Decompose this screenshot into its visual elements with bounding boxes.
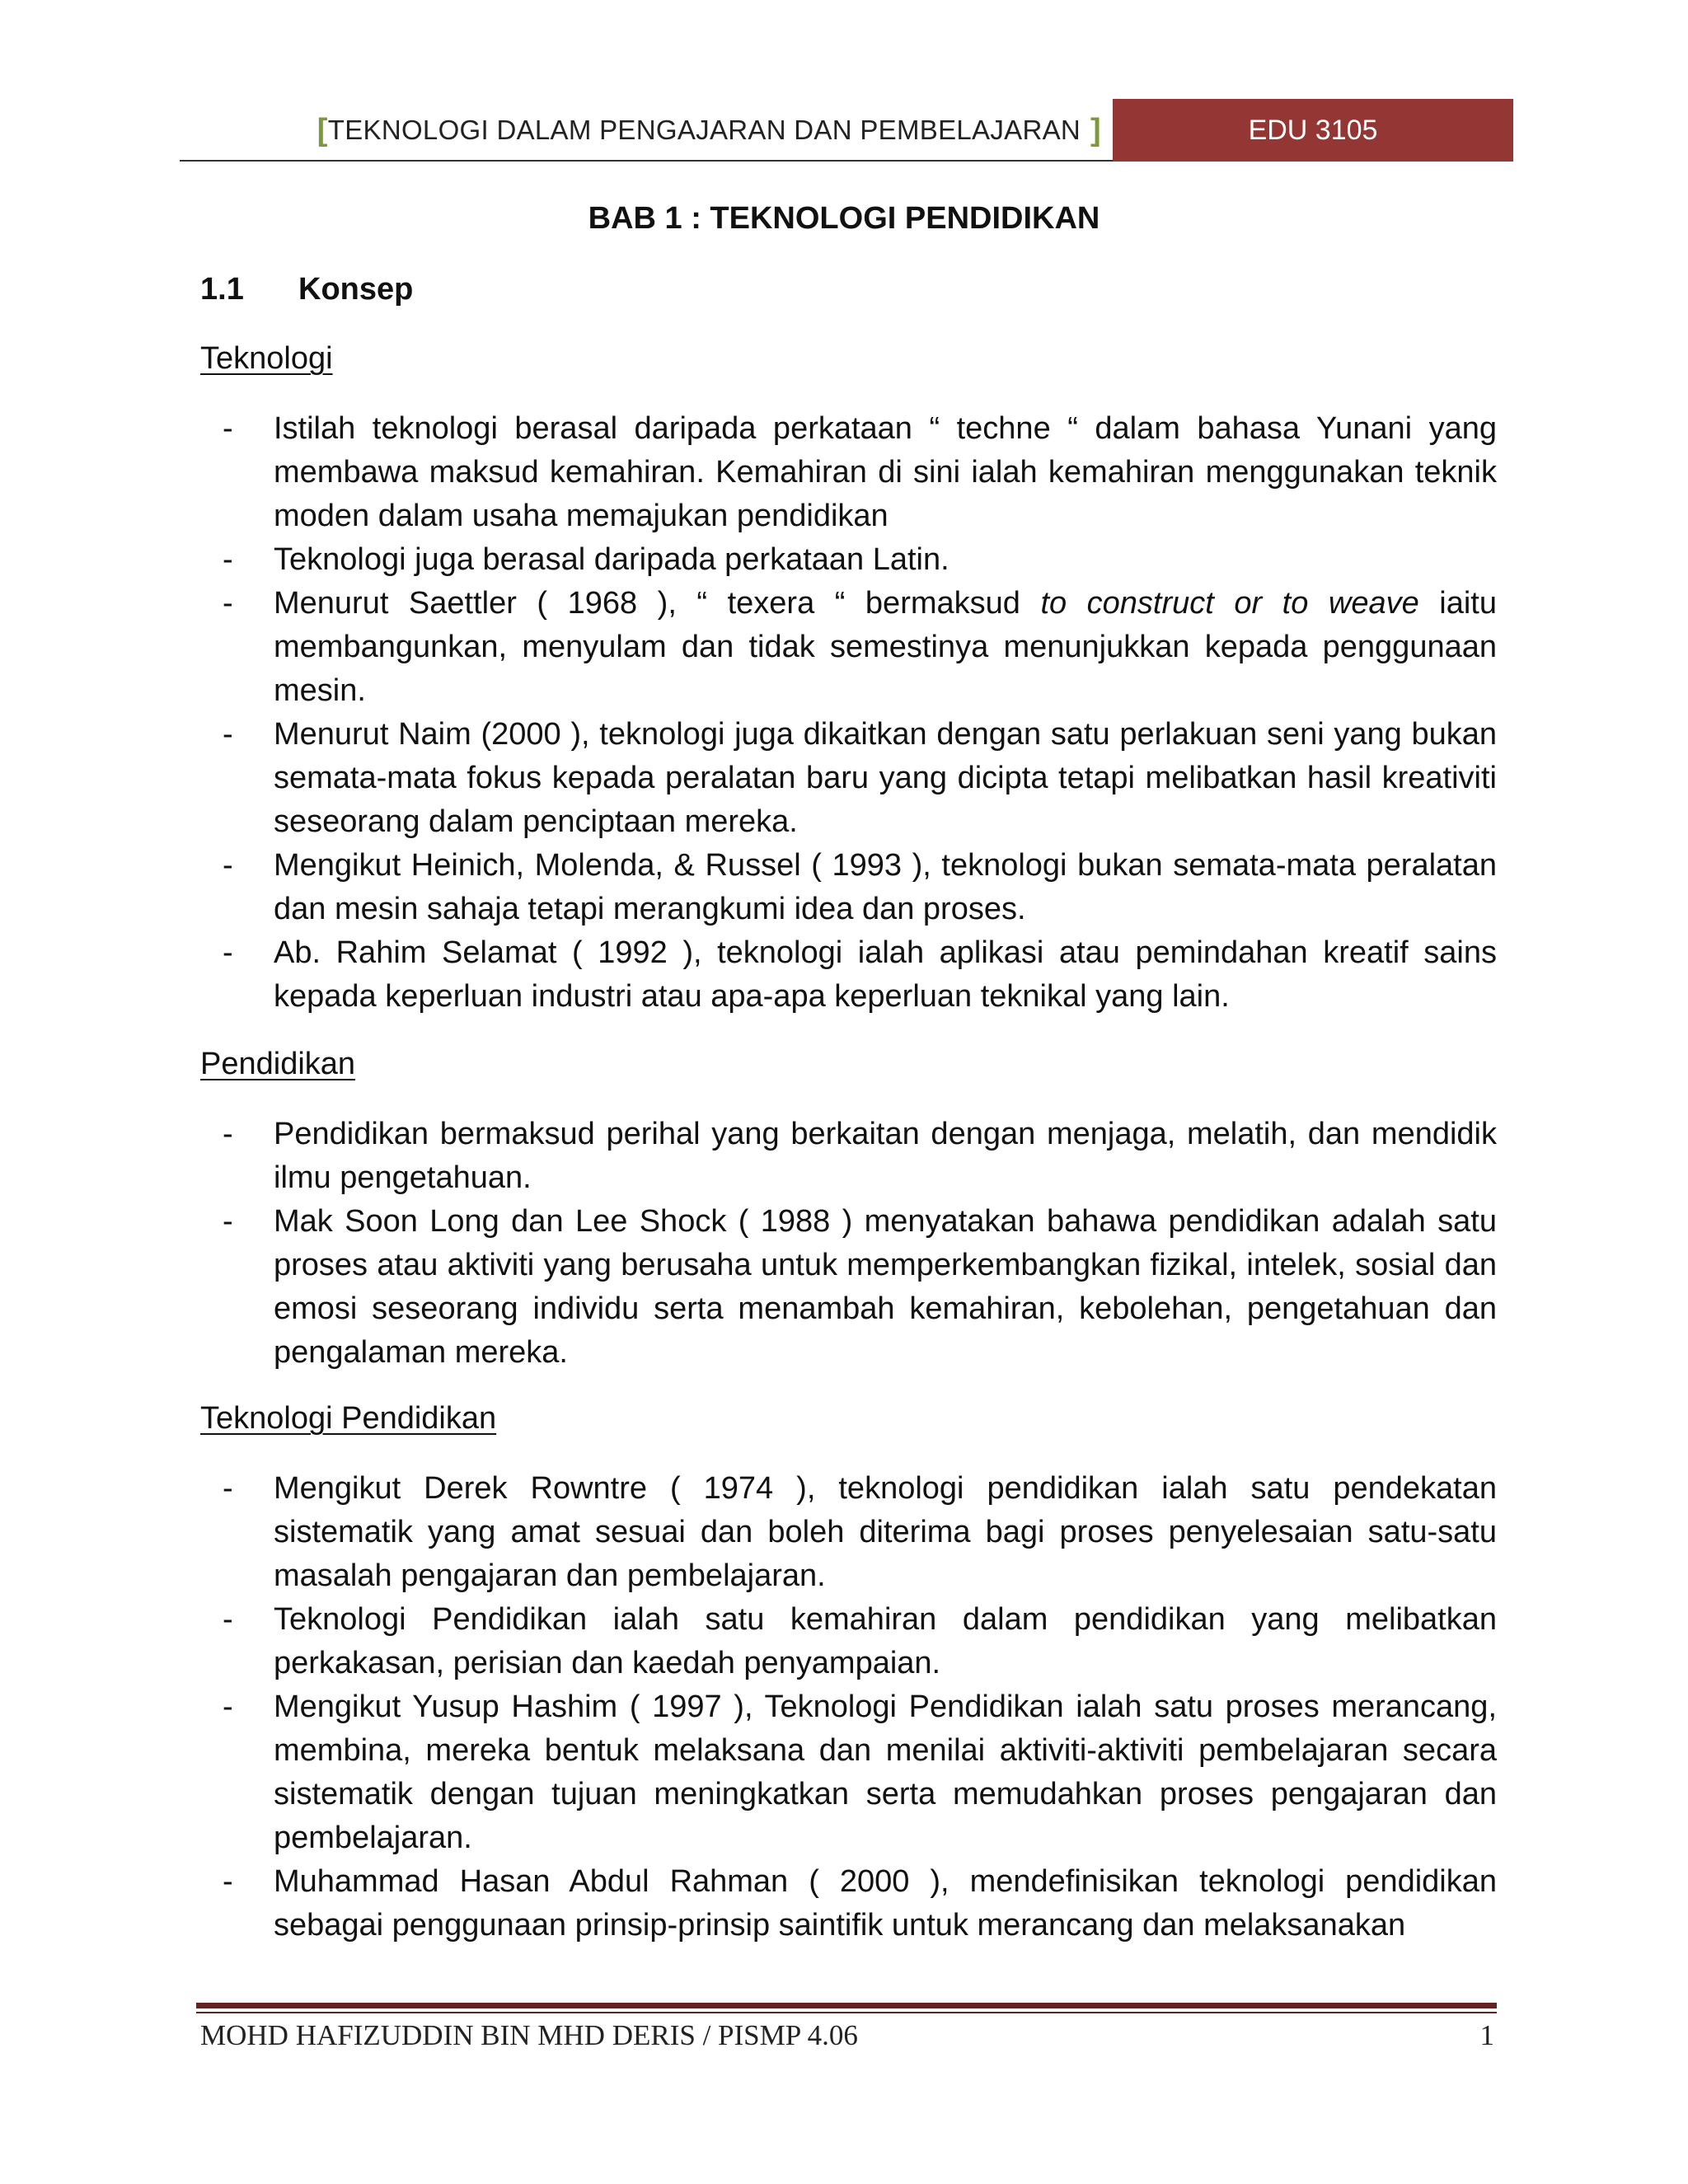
section-title: Konsep bbox=[298, 272, 414, 307]
page-number: 1 bbox=[1479, 2019, 1494, 2051]
list-item: - Teknologi Pendidikan ialah satu kemahiran dalam pendidikan yang melibatkan perkakasan, perisian dan kaedah penyampaian. bbox=[223, 1598, 1497, 1685]
header-course-code: EDU 3105 bbox=[1113, 99, 1513, 162]
subheading-teknologi-pendidikan: Teknologi Pendidikan bbox=[200, 1401, 497, 1436]
header-title: TEKNOLOGI DALAM PENGAJARAN DAN PEMBELAJARAN bbox=[327, 115, 1081, 145]
list-teknologi bbox=[223, 407, 1497, 1019]
header-bracket-close: ] bbox=[1090, 112, 1101, 148]
list-item: - Pendidikan bermaksud perihal yang berkaitan dengan menjaga, melatih, dan mendidik ilmu pengetahuan. bbox=[223, 1113, 1497, 1200]
list-pendidikan bbox=[223, 1113, 1497, 1375]
page-header bbox=[180, 99, 1513, 162]
list-item: - Muhammad Hasan Abdul Rahman ( 2000 ), mendefinisikan teknologi pendidikan sebagai penggunaan prinsip-prinsip saintifik untuk merancang dan melaksanakan bbox=[223, 1860, 1497, 1947]
header-divider bbox=[180, 160, 1113, 162]
footer-divider-thin bbox=[196, 2012, 1497, 2013]
list-dash: - bbox=[223, 935, 233, 970]
list-item: - Mengikut Derek Rowntre ( 1974 ), teknologi pendidikan ialah satu pendekatan sistematik yang amat sesuai dan boleh diterima bagi proses penyelesaian satu-satu masalah pengajaran dan pembelajaran. bbox=[223, 1467, 1497, 1598]
footer-divider-thick bbox=[196, 2003, 1497, 2008]
list-dash: - bbox=[223, 1117, 233, 1151]
list-item: - Mak Soon Long dan Lee Shock ( 1988 ) menyatakan bahawa pendidikan adalah satu proses atau aktiviti yang berusaha untuk memperkembangkan fizikal, intelek, sosial dan emosi seseorang individu serta menambah kemahiran, kebolehan, pengetahuan dan pengalaman mereka. bbox=[223, 1200, 1497, 1375]
list-dash: - bbox=[223, 1602, 233, 1637]
list-dash: - bbox=[223, 586, 233, 621]
italic-phrase: to construct or to weave bbox=[1040, 586, 1419, 621]
list-item: - Menurut Naim (2000 ), teknologi juga dikaitkan dengan satu perlakuan seni yang bukan semata-mata fokus kepada peralatan baru yang dicipta tetapi melibatkan hasil kreativiti seseorang dalam penciptaan mereka. bbox=[223, 713, 1497, 844]
list-dash: - bbox=[223, 848, 233, 883]
list-dash: - bbox=[223, 542, 233, 577]
list-item: - Mengikut Yusup Hashim ( 1997 ), Teknologi Pendidikan ialah satu proses merancang, membina, mereka bentuk melaksana dan menilai aktiviti-aktiviti pembelajaran secara sistematik dengan tujuan meningkatkan serta memudahkan proses pengajaran dan pembelajaran. bbox=[223, 1685, 1497, 1860]
section-number: 1.1 bbox=[200, 272, 244, 307]
list-dash: - bbox=[223, 717, 233, 752]
list-item: - Mengikut Heinich, Molenda, & Russel ( 1993 ), teknologi bukan semata-mata peralatan dan mesin sahaja tetapi merangkumi idea dan proses. bbox=[223, 844, 1497, 931]
chapter-title: BAB 1 : TEKNOLOGI PENDIDIKAN bbox=[588, 201, 1100, 236]
list-dash: - bbox=[223, 1690, 233, 1724]
list-dash: - bbox=[223, 1864, 233, 1899]
list-item: - Teknologi juga berasal daripada perkataan Latin. bbox=[223, 538, 1497, 582]
list-item: - Istilah teknologi berasal daripada perkataan “ techne “ dalam bahasa Yunani yang membawa maksud kemahiran. Kemahiran di sini ialah kemahiran menggunakan teknik moden dalam usaha memajukan pendidikan bbox=[223, 407, 1497, 538]
list-teknologi-pendidikan bbox=[223, 1467, 1497, 1947]
header-course-title bbox=[180, 99, 1113, 162]
subheading-teknologi: Teknologi bbox=[200, 341, 333, 376]
subheading-pendidikan: Pendidikan bbox=[200, 1047, 356, 1081]
list-dash: - bbox=[223, 1471, 233, 1506]
list-dash: - bbox=[223, 1204, 233, 1239]
list-dash: - bbox=[223, 411, 233, 446]
footer-author: MOHD HAFIZUDDIN BIN MHD DERIS / PISMP 4.06 bbox=[200, 2019, 858, 2051]
list-item: - Ab. Rahim Selamat ( 1992 ), teknologi ialah aplikasi atau pemindahan kreatif sains kepada keperluan industri atau apa-apa keperluan teknikal yang lain. bbox=[223, 931, 1497, 1019]
header-bracket-open: [ bbox=[316, 112, 328, 148]
list-item: - Menurut Saettler ( 1968 ), “ texera “ bermaksud to construct or to weave iaitu membangunkan, menyulam dan tidak semestinya menunjukkan kepada penggunaan mesin. bbox=[223, 582, 1497, 713]
